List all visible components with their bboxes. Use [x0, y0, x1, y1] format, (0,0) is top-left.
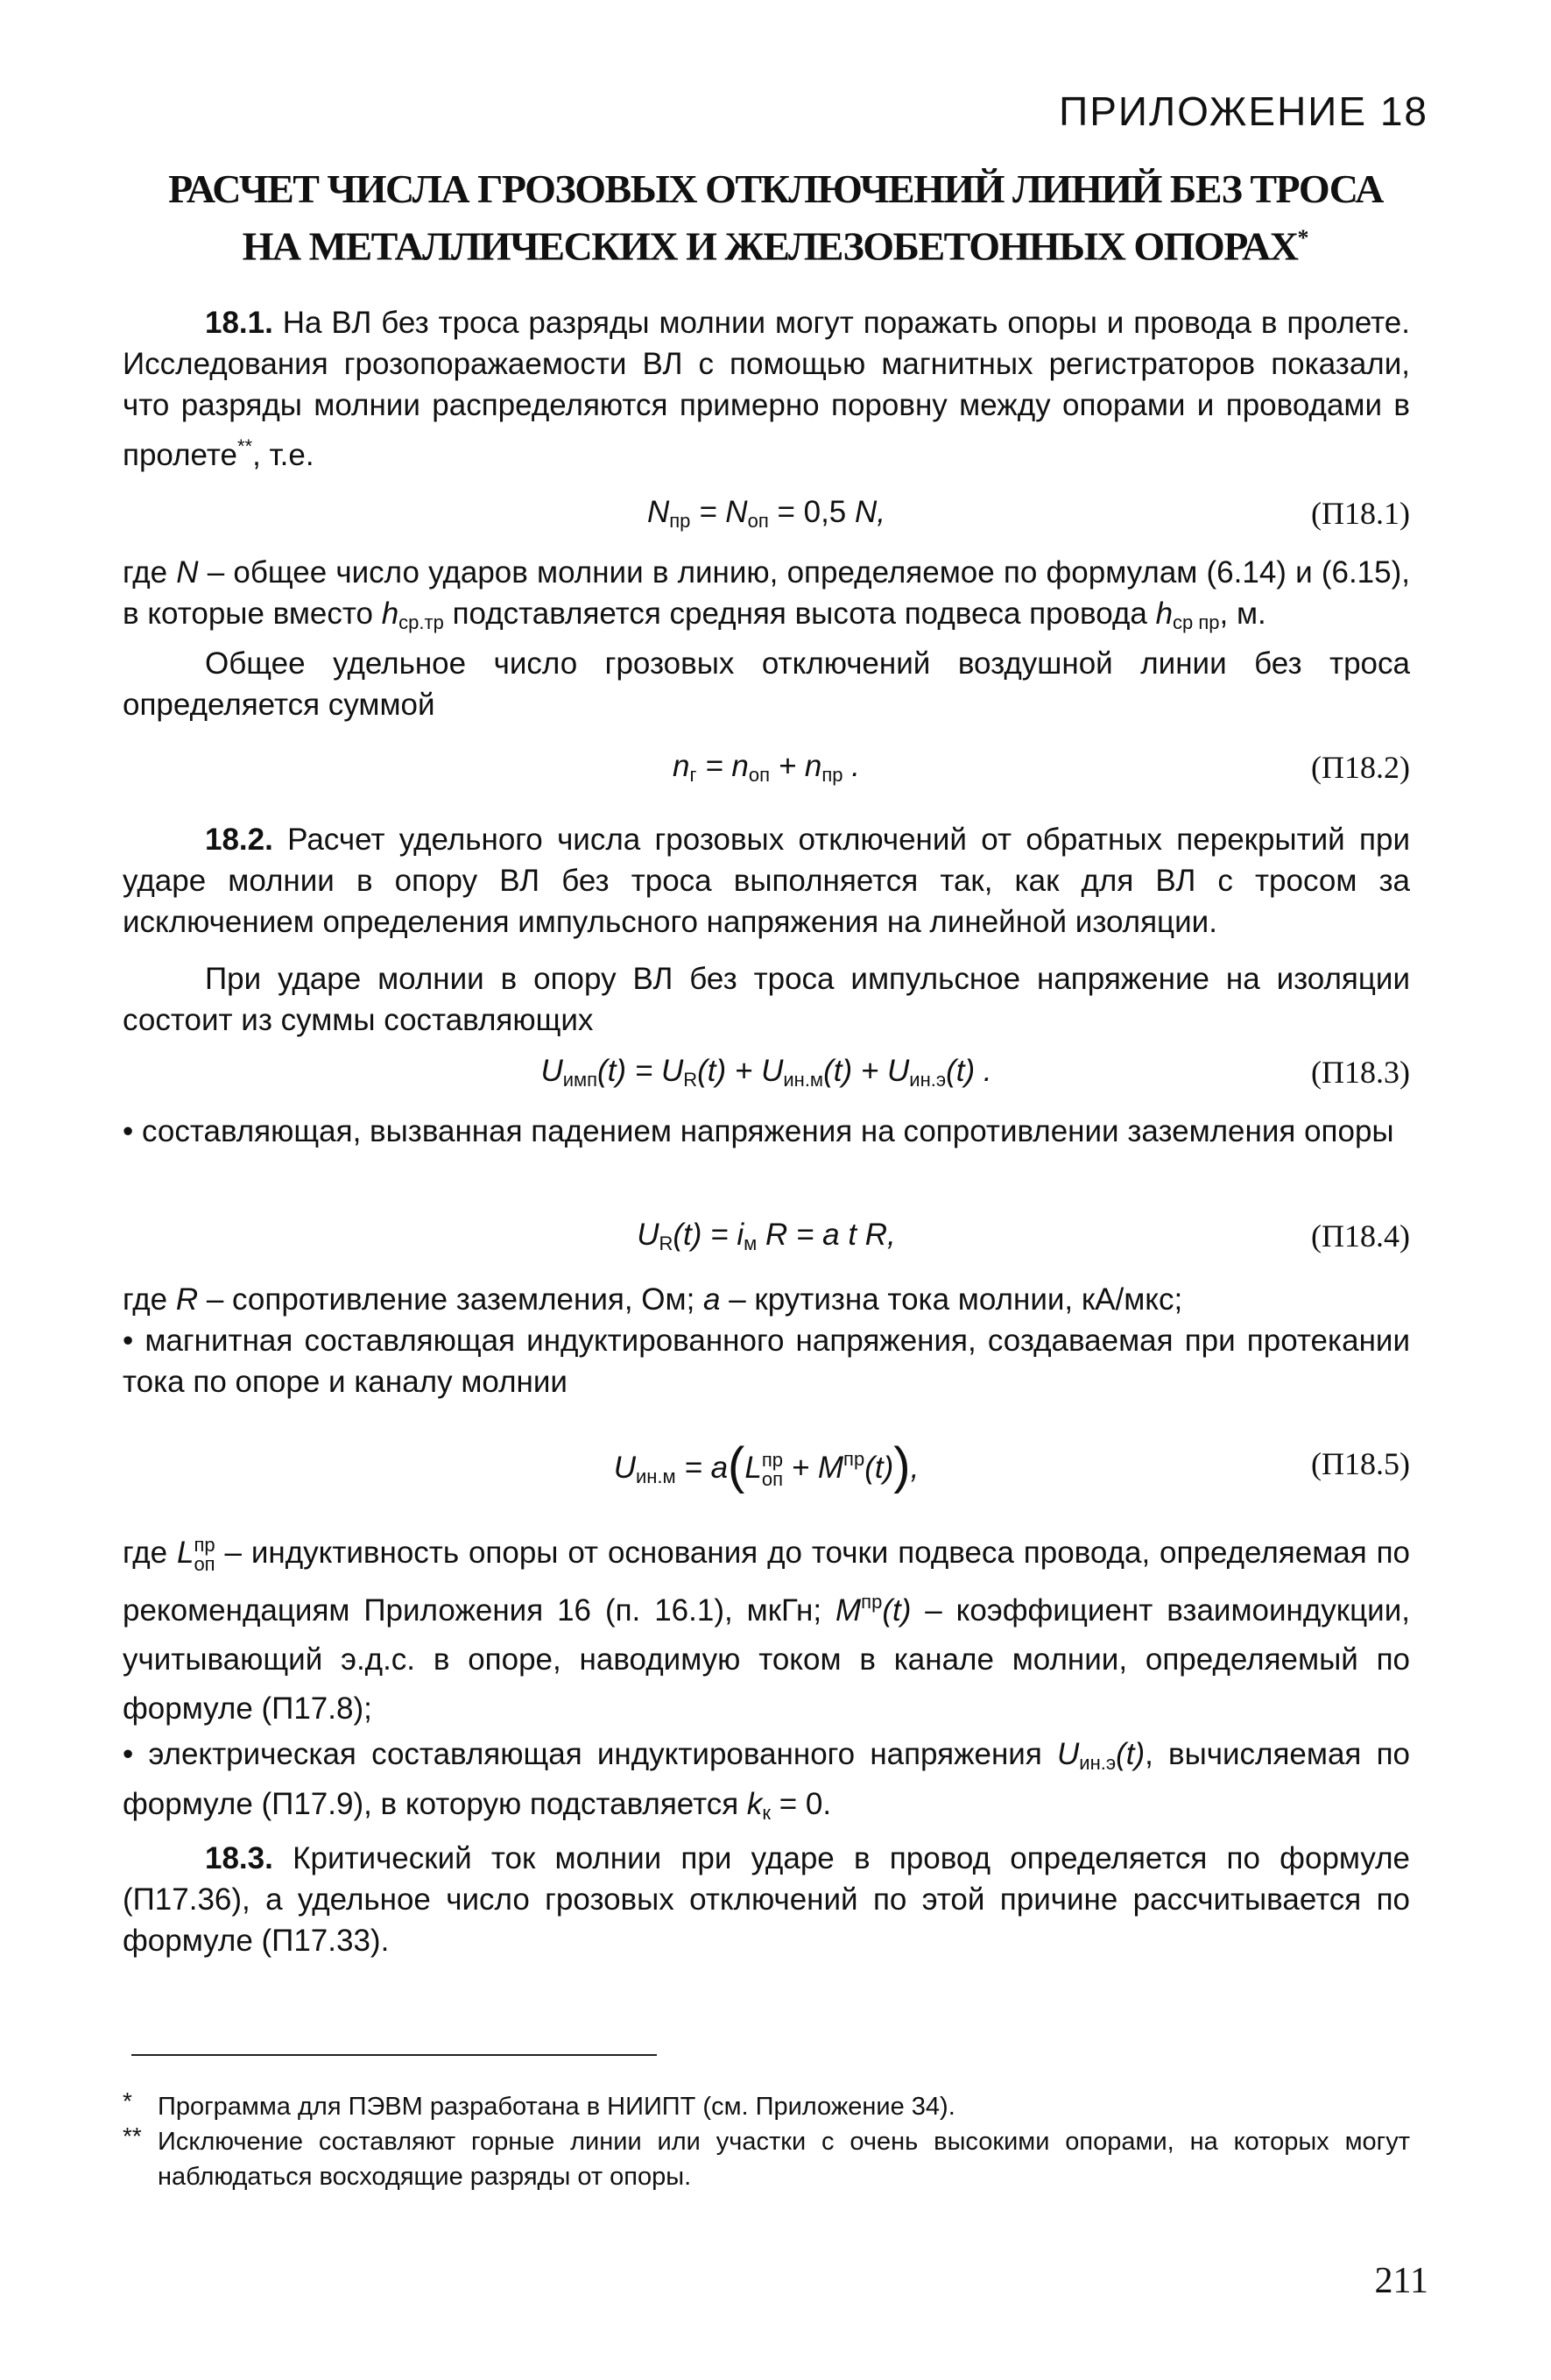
- section-18-1: [123, 302, 1410, 476]
- formula-p18-3: [123, 1054, 1410, 1098]
- impulse-paragraph: При ударе молнии в опору ВЛ без троса импульсное напряжение на изоляции состоит из суммы составляющих: [123, 962, 1410, 1037]
- title-line-1: РАСЧЕТ ЧИСЛА ГРОЗОВЫХ ОТКЛЮЧЕНИЙ ЛИНИЙ БЕЗ ТРОСА: [168, 166, 1383, 211]
- formula-number: (П18.5): [1311, 1446, 1410, 1481]
- formula-p18-1: [123, 495, 1410, 539]
- formula-expression: $U_R(t) = i_м$ R = a t R,: [637, 1218, 896, 1254]
- formula-number: (П18.2): [1311, 750, 1410, 785]
- where-paragraph-2: где R – сопротивление заземления, Ом; a – крутизна тока молнии, кА/мкс;: [123, 1282, 1183, 1317]
- formula-expression: $N_{пр} = N_{оп} = 0,5$ N,: [646, 495, 886, 532]
- section-text-tail: , т.е.: [252, 438, 314, 472]
- section-text: Расчет удельного числа грозовых отключений от обратных перекрытий при ударе молнии в опору ВЛ без троса выполняется так, как для ВЛ с тросом за исключением определения импульсного напряжения на линейной изоляции.: [123, 823, 1410, 939]
- footnote-divider: [131, 2054, 657, 2056]
- page-number: 211: [1374, 2261, 1428, 2301]
- footnote-2: [123, 2124, 1410, 2194]
- section-number: 18.1.: [205, 306, 273, 340]
- formula-number: (П18.1): [1311, 496, 1410, 531]
- formula-p18-2: [123, 749, 1410, 793]
- bullet-electric-component: • электрическая составляющая индуктированного напряжения $U_{ин.э}(t)$, вычисляемая по формуле (П17.9), в которую подставляется $k_к = 0$.: [123, 1737, 1410, 1824]
- formula-number: (П18.4): [1311, 1218, 1410, 1254]
- formula-number: (П18.3): [1311, 1055, 1410, 1090]
- section-18-2: [123, 819, 1410, 1041]
- where-block-2: [123, 1279, 1410, 1402]
- bullet-resistive-component: • составляющая, вызванная падением напряжения на сопротивлении заземления опоры: [123, 1114, 1394, 1148]
- title-line-2-text: НА МЕТАЛЛИЧЕСКИХ И ЖЕЛЕЗОБЕТОННЫХ ОПОРАХ: [242, 223, 1298, 269]
- formula-p18-5: [123, 1437, 1410, 1498]
- footnotes: [123, 2089, 1410, 2194]
- section-text: Критический ток молнии при ударе в провод определяется по формуле (П17.36), а удельное число грозовых отключений по этой причине рассчитывается по формуле (П17.33).: [123, 1841, 1410, 1958]
- footnote-ref: **: [236, 435, 253, 457]
- section-number: 18.2.: [205, 823, 273, 857]
- footnote-text: Исключение составляют горные линии или участки с очень высокими опорами, на которых могут наблюдаться восходящие разряды от опоры.: [158, 2128, 1410, 2191]
- title-footnote-mark: *: [1297, 225, 1309, 251]
- footnote-mark: **: [123, 2122, 142, 2150]
- section-text: На ВЛ без троса разряды молнии могут поражать опоры и провода в пролете. Исследования грозопоражаемости ВЛ с помощью магнитных регистраторов показали, что разряды молнии распределяются примерно поровну между опорами и проводами в пролете: [123, 306, 1410, 472]
- page-title: [123, 165, 1428, 271]
- section-number: 18.3.: [205, 1841, 273, 1875]
- bullet-block-1: [123, 1111, 1410, 1152]
- bullet-magnetic-component: • магнитная составляющая индуктированного напряжения, создаваемая при протекании тока по опоре и каналу молнии: [123, 1324, 1410, 1399]
- footnote-text: Программа для ПЭВМ разработана в НИИПТ (см. Приложение 34).: [158, 2093, 955, 2121]
- where-block-3: [123, 1529, 1410, 1833]
- formula-expression: $U_{ин.м} = a(Lпр$ оп + $M^{пр}(t)$),: [613, 1437, 920, 1494]
- where-paragraph-1: где N – общее число ударов молнии в линию, определяемое по формулам (6.14) и (6.15), в которые вместо $h_{ср.тр}$ подставляется средняя высота подвеса провода $h_{ср пр}$, м.: [123, 555, 1410, 633]
- title-line-2: [123, 214, 1428, 271]
- formula-expression: $U_{имп}(t) = U_R(t) + U_{ин.м}(t) + U_{ин.э}(t)$ .: [540, 1054, 992, 1091]
- section-18-3: [123, 1838, 1410, 1961]
- footnote-1: [123, 2089, 1410, 2124]
- where-paragraph-3: где Lпр оп – индуктивность опоры от основания до точки подвеса провода, определяемая по рекомендациям Приложения 16 (п. 16.1), мкГн; $M^{пр}(t)$ – коэффициент взаимоиндукции, учитывающий э.д.с. в опоре, наводимую током в канале молнии, определяемый по формуле (П17.8);: [123, 1533, 1410, 1726]
- appendix-label: ПРИЛОЖЕНИЕ 18: [1059, 88, 1428, 134]
- where-block-1: [123, 552, 1410, 725]
- section-18-3-paragraph: [123, 1838, 1410, 1961]
- section-18-1-paragraph: [123, 302, 1410, 476]
- footnote-mark: *: [123, 2087, 132, 2115]
- formula-expression: $n_г = n_{оп} + n_{пр}$ .: [673, 749, 860, 786]
- section-18-2-paragraph: [123, 819, 1410, 943]
- formula-p18-4: [123, 1218, 1410, 1261]
- total-paragraph: Общее удельное число грозовых отключений воздушной линии без троса определяется суммой: [123, 646, 1410, 722]
